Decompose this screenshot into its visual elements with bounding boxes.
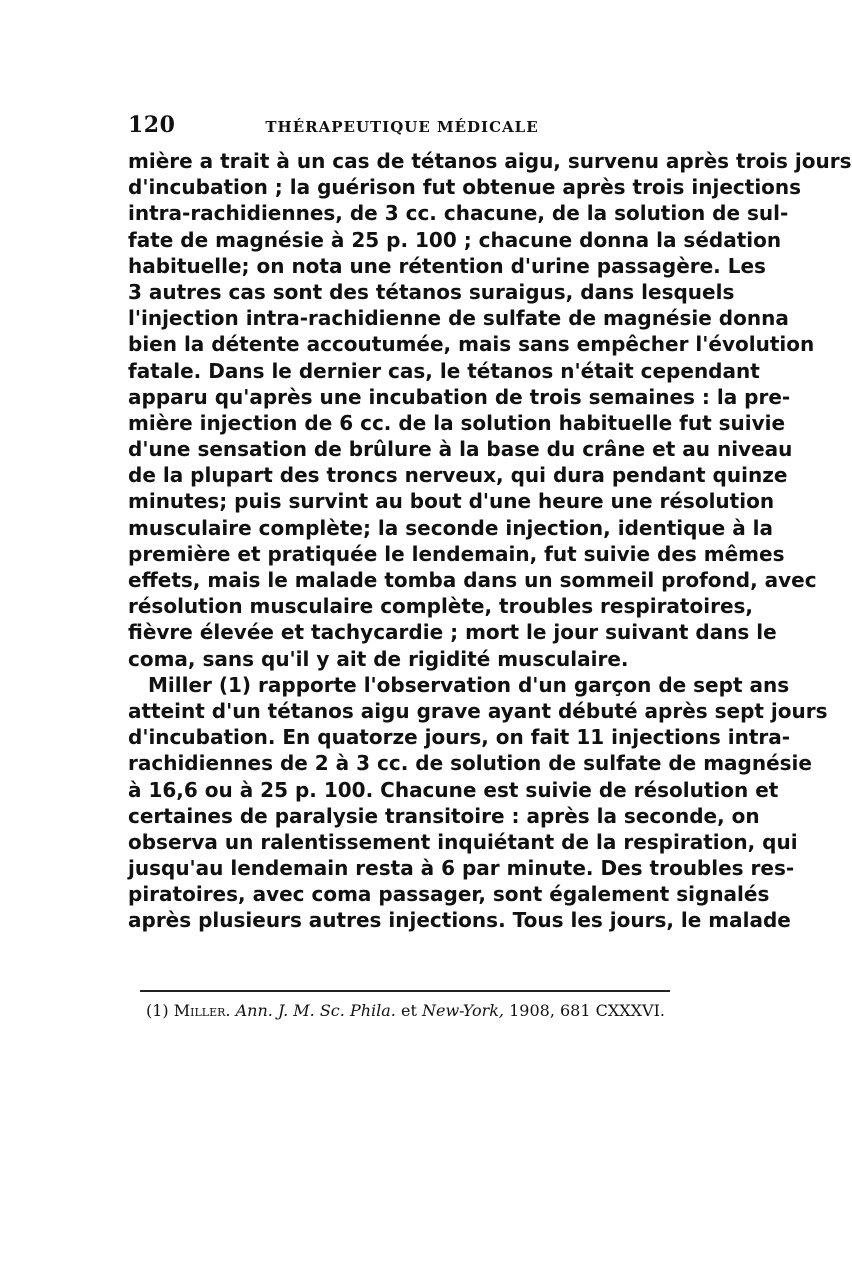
text-line: mière injection de 6 cc. de la solution habituelle fut suivie (128, 410, 786, 435)
text-line: coma, sans qu'il y ait de rigidité musculaire. (128, 646, 629, 671)
footnote (146, 1001, 676, 1020)
text-line: fatale. Dans le dernier cas, le tétanos n'était cependant (128, 358, 760, 383)
paragraph-start-line: Miller (1) rapporte l'observation d'un garçon de sept ans (148, 672, 790, 697)
text-line: d'incubation. En quatorze jours, on fait 11 injections intra- (128, 725, 791, 750)
footnote-marker: (1) (146, 1001, 169, 1020)
text-line: première et pratiquée le lendemain, fut suivie des mêmes (128, 541, 785, 566)
text-line: d'une sensation de brûlure à la base du crâne et au niveau (128, 437, 793, 462)
text-line: de la plupart des troncs nerveux, qui dura pendant quinze (128, 463, 788, 488)
text-line: certaines de paralysie transitoire : après la seconde, on (128, 803, 760, 828)
text-line: jusqu'au lendemain resta à 6 par minute. Des troubles res- (128, 856, 795, 881)
text-line: musculaire complète; la seconde injection, identique à la (128, 515, 773, 540)
text-line: bien la détente accoutumée, mais sans empêcher l'évolution (128, 332, 815, 357)
text-line: mière a trait à un cas de tétanos aigu, survenu après trois jours (128, 149, 852, 173)
text-line: habituelle; on nota une rétention d'urine passagère. Les (128, 253, 766, 278)
text-line: à 16,6 ou à 25 p. 100. Chacune est suivie de résolution et (128, 777, 779, 802)
text-line: apparu qu'après une incubation de trois semaines : la pre- (128, 384, 791, 409)
page-number: 120 (128, 112, 176, 138)
footnote-city: New-York, (421, 1001, 505, 1020)
running-title: THÉRAPEUTIQUE MÉDICALE (265, 118, 539, 136)
text-line: rachidiennes de 2 à 3 cc. de solution de sulfate de magnésie (128, 751, 812, 776)
footnote-journal: Ann. J. M. Sc. Phila. (235, 1001, 396, 1020)
text-line: 3 autres cas sont des tétanos suraigus, dans lesquels (128, 279, 735, 304)
text-line: fièvre élevée et tachycardie ; mort le jour suivant dans le (128, 620, 777, 645)
page-header (128, 112, 676, 142)
text-line: d'incubation ; la guérison fut obtenue après trois injections (128, 175, 802, 200)
text-line: minutes; puis survint au bout d'une heure une résolution (128, 489, 775, 514)
footnote-conjunction: et (400, 1001, 417, 1020)
text-line: intra-rachidiennes, de 3 cc. chacune, de la solution de sul- (128, 201, 789, 226)
text-line: atteint d'un tétanos aigu grave ayant débuté après sept jours (128, 698, 828, 723)
footnote-divider (140, 990, 670, 992)
footnote-author: Miller. (173, 1001, 231, 1020)
text-line: après plusieurs autres injections. Tous les jours, le malade (128, 908, 791, 933)
text-line: effets, mais le malade tomba dans un sommeil profond, avec (128, 568, 817, 592)
footnote-details: 1908, 681 CXXXVI. (509, 1001, 665, 1020)
text-line: résolution musculaire complète, troubles respiratoires, (128, 594, 754, 619)
text-line: l'injection intra-rachidienne de sulfate de magnésie donna (128, 306, 789, 331)
body-text (128, 148, 852, 934)
text-line: observa un ralentissement inquiétant de la respiration, qui (128, 829, 798, 854)
text-line: fate de magnésie à 25 p. 100 ; chacune donna la sédation (128, 227, 782, 252)
text-line: piratoires, avec coma passager, sont également signalés (128, 882, 770, 907)
